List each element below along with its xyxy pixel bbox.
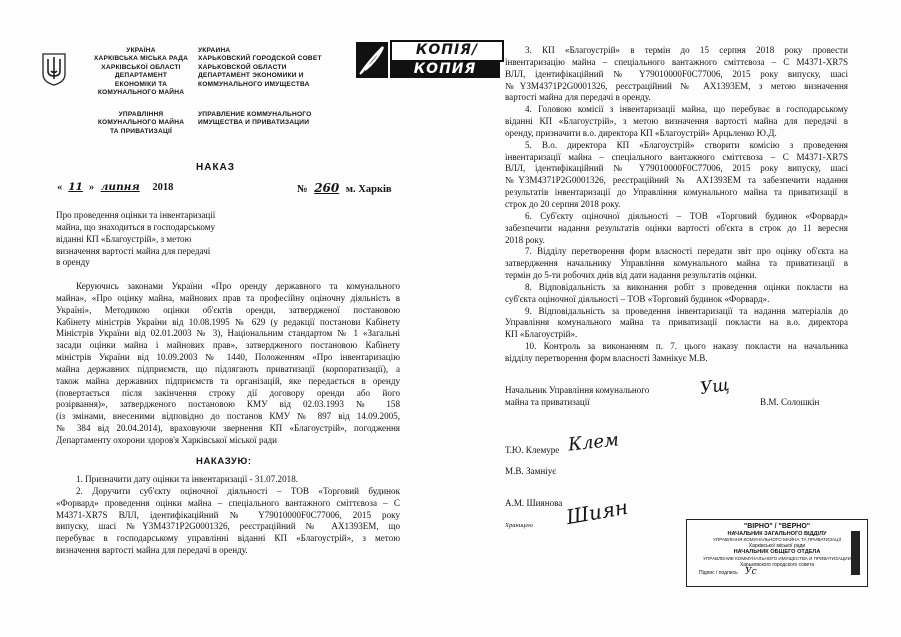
copy-stamp-emblem [356,42,388,78]
order-item-line: 4. Головою комісії з інвентаризації майна, що перебуває в господарському [525,104,848,115]
order-item-line: інвентаризацію майна – спеціального вантажного сміттєвоза – С М4371-ХR7S [505,56,848,67]
preamble [56,281,400,447]
subject-line: визначення вартості майна для передачі [56,245,211,256]
order-number-line [297,181,392,195]
stamp-line: НАЧАЛЬНИК ОБЩЕГО ОТДЕЛА [733,549,821,556]
order-item-line: 2. Доручити суб'єкту оціночної діяльності – ТОВ «Торговий будинок [76,485,400,496]
quill-icon [356,42,388,78]
stamp-line: Харьковского городского совета [739,561,815,568]
header-right-dept: УПРАВЛЕНИЕ КОММУНАЛЬНОГО ИМУЩЕСТВА И ПРИВАТИЗАЦИИ [198,111,312,127]
order-item-line: інвентаризації майна – спеціального вантажного сміттєвоза – С М4371-ХR7S [505,151,848,162]
order-item-line: 5. В.о. директора КП «Благоустрій» створити комісію з проведення [525,139,848,150]
order-date [57,181,173,193]
order-items-right [505,45,848,365]
order-item-line: суб'єкта оціночної діяльності – ТОВ «Торговий будинок «Форвард». [505,293,770,304]
preamble-line: засади оцінки майна і майнових прав», затвердженого постановою Кабінету [56,340,400,351]
order-item-line: оренду, призначити в.о. директора КП «Благоустрій» Арцьленко Ю.Д. [505,127,777,138]
preamble-line: майна», «Про оцінку майна, майнових прав та професійну оціночну діяльність в [56,292,400,303]
stamp-line: НАЧАЛЬНИК ЗАГАЛЬНОГО ВІДДІЛУ [727,531,827,537]
subject-line: в оренду [56,257,90,268]
header-left-org: УКРАЇНА ХАРКІВСЬКА МІСЬКА РАДА ХАРКІВСЬКОЇ ОБЛАСТІ ДЕПАРТАМЕНТ ЕКОНОМІКИ ТА КОМУНАЛЬНОГО МАЙНА [93,47,189,97]
stamp-signature-line [687,568,867,577]
subject-line: віданні КП «Благоустрій», з метою [56,233,192,244]
approval-name: А.М. Шиянова [505,498,563,508]
copy-stamp-line-1: КОПІЯ/ [390,40,504,62]
approval-signature: Шиян [564,494,630,530]
preamble-line: (із змінами, внесеними відповідно до постанов КМУ № 897 від 14.09.2005, [56,411,400,422]
approval-name: М.В. Замніує [505,466,557,476]
number-prefix: № [297,184,308,195]
stamp-line: Харківської міської ради [748,543,806,550]
stamp-line: УПРАВЛЕНИЕ КОММУНАЛЬНОГО ИМУЩЕСТВА И ПРИВАТИЗАЦИИ [703,555,851,561]
date-close-quote: » [88,182,95,193]
order-item-line: визначення вартості майна для передачі в оренду. [56,545,248,556]
stamp-line: УПРАВЛІННЯ КОМУНАЛЬНОГО МАЙНА ТА ПРИВАТИЗАЦІЇ [712,537,842,543]
order-item-line: 2018 року. [505,234,545,245]
signatory-title-line: майна та приватизації [505,396,590,407]
date-month: липня [100,181,140,193]
order-item-line: 7. Відділу перетворення форм власності передати звіт про оцінку об'єкта на [525,246,848,257]
stamp-edge-bar [851,531,860,575]
order-item-line: результатів інвентаризації до Управління комунального майна та приватизації в [505,187,848,198]
order-item-line: випуску, шасі №Y3M4371P2G0001326, реєстраційний № АХ1393ЕМ, що [56,521,400,532]
stamp-signature: Ус [745,566,757,577]
order-item-line: Управління комунального майна та приватизації покласти на в.о. директора [505,317,848,328]
order-city: м. Харків [345,184,392,195]
stamp-signature-label: Підпис / подпись [699,569,738,576]
order-item-line: 1. Призначити дату оцінки та інвентаризації - 31.07.2018. [76,474,299,484]
copy-stamp-line-2: КОПИЯ [390,60,500,78]
signatory-name: В.М. Солошкін [760,397,820,407]
order-item-line: 8. Відповідальність за виконання робіт з проведення оцінки покласти на [525,281,848,292]
preamble-line: також майна державних підприємств та організацій, яке передається в оренду [56,375,400,386]
signatory-title [505,385,705,409]
preamble-line: № 384 від 20.04.2014), враховуючи звернення КП «Благоустрій», погодження [56,423,400,434]
order-number: 260 [314,181,340,195]
preamble-line: майна державних підприємств, що підлягають приватизації (корпоратизації), а [56,363,400,374]
subject-line: Про проведення оцінки та інвентаризації [56,210,216,220]
date-day: 11 [68,181,83,193]
preamble-line: Кабінету міністрів України від 10.08.1995 № 629 (у редакції постанови Кабінету [56,316,400,327]
preamble-line: Департаменту охорони здоров'я Харківської міської ради [56,434,278,445]
verification-stamp [686,519,868,587]
order-item-line: ВЛЛ, ідентифікаційний № Y79010000F0C77006, 2015 року випуску, шасі [505,68,848,79]
order-item-line: перебуває в господарському управлінні віданні КП «Благоустрій», з метою [56,533,400,544]
signatory-title-line: Начальник Управління комунального [505,385,650,395]
order-item-line: 6. Суб'єкту оціночної діяльності – ТОВ «Торговий будинок «Форвард» [525,210,848,221]
approval-signature: Клем [567,429,620,456]
head-signature: Ущ [698,375,731,399]
order-item-line: ВЛЛ, ідентифікаційний № Y79010000F0C77006, 2015 року випуску, шасі [505,163,848,174]
date-open-quote: « [57,182,63,193]
order-items-left [56,474,400,557]
preamble-line: (повертається після закінчення строку дії договору оренди або його [56,387,400,398]
order-item-line: №Y3M4371P2G0001326, реєстраційний № АХ1393ЕМ та забезпечити надання [505,175,848,186]
order-item-line: 9. Відповідальність за проведення інвентаризації та надання матеріалів до [525,305,848,316]
header-right-org: УКРАИНА ХАРЬКОВСКИЙ ГОРОДСКОЙ СОВЕТ ХАРЬКОВСКОЙ ОБЛАСТИ ДЕПАРТАМЕНТ ЭКОНОМИКИ И КОММУНАЛЬНОГО ИМУЩЕСТВА [198,47,322,88]
preamble-line: Міністрів України від 02.01.2003 № 3), Національним стандартом № 1 «Загальні [56,328,400,339]
copy-stamp [356,38,500,82]
order-item-line: вартості майна для передачі в оренду. [505,92,651,103]
order-item-line: «Форвард» проведення оцінки майна – спеціального вантажного сміттєвоза – С [56,497,400,508]
subject-line: майна, що знаходиться в господарському [56,221,216,232]
order-item-line: затвердження начальнику Управління комунального майна та приватизації в [505,258,848,269]
preamble-line: міністрів України від 10.09.2003 № 1440, Положенням «Про інвентаризацію [56,352,400,363]
approvals-note: Храницею [505,522,533,529]
order-item-line: 3. КП «Благоустрій» в термін до 15 серпня 2018 року провести [525,45,848,55]
order-item-line: КП «Благоустрій». [505,329,578,340]
preamble-line: Україні», Методикою оцінки об'єктів оренди, затвердженої постановою [56,304,400,315]
order-item-line: відділу перетворення форм власності Замнікує М.В. [505,352,708,363]
order-title: НАКАЗ [196,162,236,173]
order-item-line: №Y3M4371P2G0001326, реєстраційний № АХ1393ЕМ, з метою визначення [505,80,848,91]
order-item-line: строк до 20 серпня 2018 року. [505,198,621,209]
order-item-line: забезпечити надання результатів оцінки вартості об'єкта в строк до 11 вересня [505,222,848,233]
header-left-dept: УПРАВЛІННЯ КОМУНАЛЬНОГО МАЙНА ТА ПРИВАТИЗАЦІЇ [97,111,185,135]
order-item-line: 10. Контроль за виконанням п. 7. цього наказу покласти на начальника [525,341,848,352]
order-item-line: М4371-ХR7S ВЛЛ, ідентифікаційний № Y79010000F0C77006, 2015 року [56,509,400,520]
order-item-line: віданні КП «Благоустрій», з метою визначення вартості майна для передачі в [505,116,848,127]
preamble-line: розірвання)», затвердженого постановою КМУ від 02.03.1993 № 158 [56,399,400,410]
approval-name: Т.Ю. Клемуре [505,445,560,455]
order-subject [56,210,276,269]
coat-of-arms-icon [41,52,67,86]
orders-heading: НАКАЗУЮ: [196,456,252,467]
order-item-line: термін до 5-ти робочих днів від дати надання результатів оцінки. [505,270,757,281]
stamp-line: "ВІРНО" / "ВЕРНО" [743,523,811,530]
date-year: 2018 [152,182,174,193]
preamble-line: Керуючись законами України «Про оренду державного та комунального [76,281,400,291]
